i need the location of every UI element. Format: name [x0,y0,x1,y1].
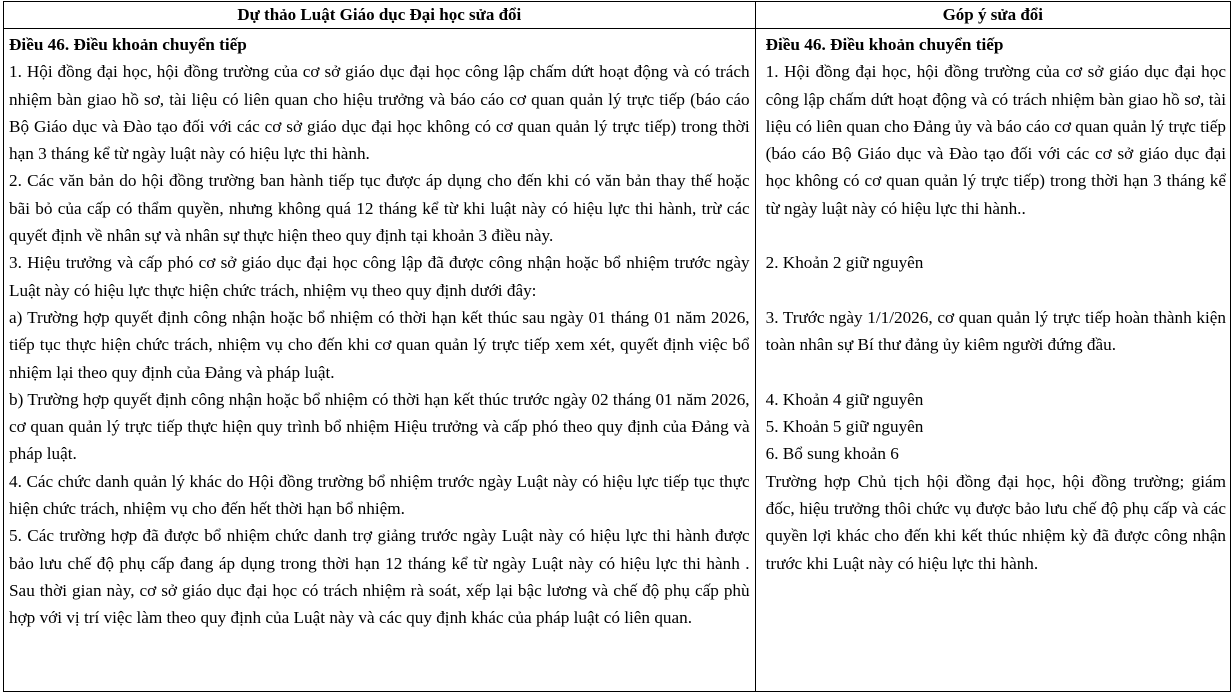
suggestion-clause-6-text: Trường hợp Chủ tịch hội đồng đại học, hội đồng trường; giám đốc, hiệu trưởng thôi chức vụ được bảo lưu chế độ phụ cấp và các quyền lợi khác cho đến khi kết thúc nhiệm kỳ đã được công nhận trước khi Luật này có hiệu lực thi hành. [765,471,1226,573]
suggestion-clause-3: 3. Trước ngày 1/1/2026, cơ quan quản lý trực tiếp hoàn thành kiện toàn nhân sự Bí thư đảng ủy kiêm người đứng đầu. [765,307,1226,355]
spacer [766,359,1226,386]
suggestion-article-title: Điều 46. Điều khoản chuyển tiếp [765,35,1004,54]
draft-clause-2: 2. Các văn bản do hội đồng trường ban hành tiếp tục được áp dụng cho đến khi có văn bản thay thế hoặc bãi bỏ của cấp có thẩm quyền, nhưng không quá 12 tháng kể từ khi luật này có hiệu lực thi hành, trừ các quyết định về nhân sự và nhân sự thực hiện theo quy định tại khoản 3 điều này. [9,171,750,246]
spacer [766,222,1226,249]
draft-clause-1: 1. Hội đồng đại học, hội đồng trường của cơ sở giáo dục đại học công lập chấm dứt hoạt động và có trách nhiệm bàn giao hồ sơ, tài liệu có liên quan cho hiệu trưởng và báo cáo cơ quan quản lý trực tiếp (báo cáo Bộ Giáo dục và Đào tạo đối với các cơ sở giáo dục đại học không có cơ quan quản lý trực tiếp) trong thời hạn 3 tháng kể từ ngày luật này có hiệu lực thi hành. [9,62,750,164]
suggestion-clause-5: 5. Khoản 5 giữ nguyên [765,417,924,437]
suggestion-clause-4: 4. Khoản 4 giữ nguyên [765,389,924,409]
suggestion-clause-2: 2. Khoản 2 giữ nguyên [765,253,924,273]
suggestion-clause-1: 1. Hội đồng đại học, hội đồng trường của cơ sở giáo dục đại học công lập chấm dứt hoạt động và có trách nhiệm bàn giao hồ sơ, tài liệu có liên quan cho Đảng ủy và báo cáo cơ quan quản lý trực tiếp (báo cáo Bộ Giáo dục và Đào tạo đối với các cơ sở giáo dục đại học không có cơ quan quản lý trực tiếp) trong thời hạn 3 tháng kể từ ngày luật này có hiệu lực thi hành.. [765,62,1226,218]
comparison-table [3,1,1231,692]
draft-clause-5: 5. Các trường hợp đã được bổ nhiệm chức danh trợ giảng trước ngày Luật này có hiệu lực thi hành được bảo lưu chế độ phụ cấp đang áp dụng trong thời hạn 12 tháng kể từ ngày Luật này có hiệu lực thi hành . Sau thời gian này, cơ sở giáo dục đại học có trách nhiệm rà soát, xếp lại bậc lương và chế độ phụ cấp phù hợp với vị trí việc làm theo quy định của Luật này và các quy định khác của pháp luật có liên quan. [9,526,750,628]
spacer [766,277,1226,304]
suggestion-cell [755,29,1230,692]
draft-law-cell [4,29,756,692]
draft-clause-3: 3. Hiệu trưởng và cấp phó cơ sở giáo dục đại học công lập đã được công nhận hoặc bổ nhiệm trước ngày Luật này có hiệu lực thực hiện chức trách, nhiệm vụ theo quy định dưới đây: [9,253,750,300]
draft-clause-3b: b) Trường hợp quyết định công nhận hoặc bổ nhiệm có thời hạn kết thúc trước ngày 02 tháng 01 năm 2026, cơ quan quản lý trực tiếp thực hiện quy trình bổ nhiệm Hiệu trưởng và cấp phó theo quy định của Đảng và pháp luật. [9,389,750,464]
draft-article-title: Điều 46. Điều khoản chuyển tiếp [9,35,247,54]
header-draft-law: Dự thảo Luật Giáo dục Đại học sửa đổi [4,2,756,29]
content-row [4,29,1231,692]
draft-clause-4: 4. Các chức danh quản lý khác do Hội đồng trường bổ nhiệm trước ngày Luật này có hiệu lực tiếp tục thực hiện chức trách, nhiệm vụ cho đến hết thời hạn bổ nhiệm. [9,471,750,519]
draft-clause-3a: a) Trường hợp quyết định công nhận hoặc bổ nhiệm có thời hạn kết thúc sau ngày 01 tháng 01 năm 2026, tiếp tục thực hiện chức trách, nhiệm vụ cho đến khi cơ quan quản lý trực tiếp xem xét, quyết định việc bổ nhiệm lại theo quy định của Đảng và pháp luật. [9,307,750,382]
suggestion-clause-6: 6. Bổ sung khoản 6 [765,444,899,464]
header-row [4,2,1231,29]
header-suggested-edits: Góp ý sửa đổi [755,2,1230,29]
